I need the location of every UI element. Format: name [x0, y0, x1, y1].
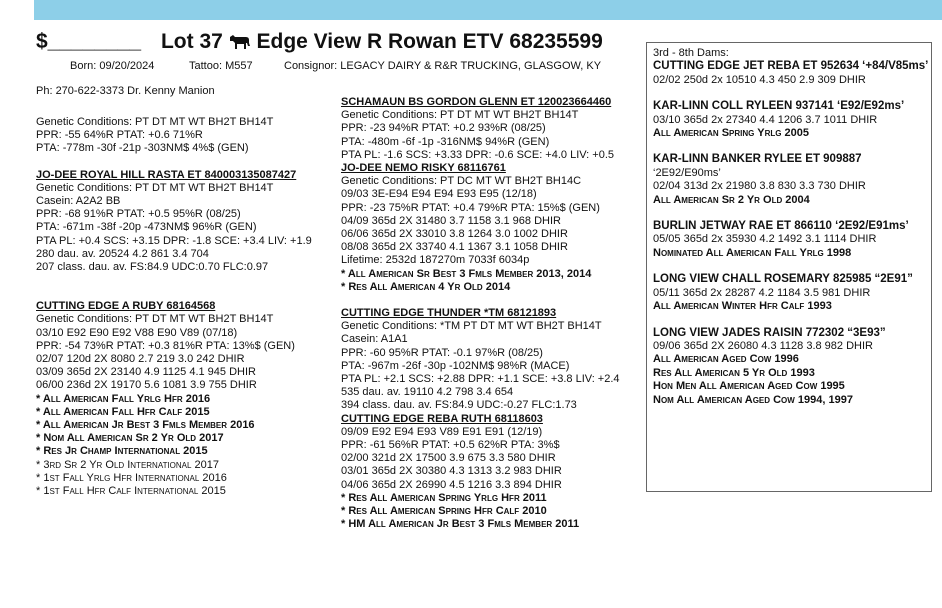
pedigree-line: Genetic Conditions: *TM PT DT MT WT BH2T BH14T: [341, 320, 602, 333]
pedigree-heading: BURLIN JETWAY RAE ET 866110 ‘2E92/E91ms’: [653, 220, 909, 233]
pedigree-line: PTA: -778m -30f -21p -303NM$ 4%$ (GEN): [36, 142, 249, 155]
pedigree-line: 09/06 365d 2X 26080 4.3 1128 3.8 982 DHIR: [653, 339, 873, 352]
pedigree-line: 02/07 120d 2X 8080 2.7 219 3.0 242 DHIR: [36, 353, 245, 366]
award-line: Nominated All American Fall Yrlg 1998: [653, 246, 852, 259]
pedigree-line: 06/06 365d 2X 33010 3.8 1264 3.0 1002 DHIR: [341, 228, 568, 241]
lot-number: Lot 37: [160, 30, 223, 53]
pedigree-line: [36, 287, 312, 300]
pedigree-line: [653, 260, 925, 273]
animal-name: Edge View R Rowan ETV: [256, 30, 504, 53]
pedigree-line: 03/10 E92 E90 E92 V88 E90 V89 (07/18): [36, 326, 238, 339]
pedigree-line: PTA: -671m -38f -20p -473NM$ 96%R (GEN): [36, 221, 257, 234]
pedigree-heading: KAR-LINN BANKER RYLEE ET 909887: [653, 153, 862, 166]
pedigree-line: 05/05 365d 2x 35930 4.2 1492 3.1 1114 DHIR: [653, 233, 877, 246]
pedigree-line: 08/08 365d 2X 33740 4.1 1367 3.1 1058 DHIR: [341, 241, 568, 254]
pedigree-heading: SCHAMAUN BS GORDON GLENN ET 120023664460: [341, 96, 612, 108]
cow-icon: [229, 32, 251, 56]
consignor: Consignor: LEGACY DAIRY & R&R TRUCKING, GLASGOW, KY: [284, 60, 602, 72]
award-line: * Res All American Spring Hfr Calf 2010: [341, 505, 547, 518]
pedigree-line: 09/09 E92 E94 E93 V89 E91 E91 (12/19): [341, 425, 543, 438]
pedigree-line: 05/11 365d 2x 28287 4.2 1184 3.5 981 DHIR: [653, 286, 871, 299]
pedigree-line: Casein: A1A1: [341, 333, 408, 346]
award-line: * All American Fall Hfr Calf 2015: [36, 405, 210, 418]
pedigree-line: PPR: -68 91%R PTAT: +0.5 95%R (08/25): [36, 208, 241, 221]
pedigree-line: 02/02 250d 2x 10510 4.3 450 2.9 309 DHIR: [653, 73, 866, 86]
pedigree-line: [653, 87, 925, 100]
pedigree-line: PTA: -967m -26f -30p -102NM$ 98%R (MACE): [341, 359, 570, 372]
pedigree-line: 394 class. dau. av. FS:84.9 UDC:-0.27 FLC:1.73: [341, 399, 577, 412]
lot-title: [36, 30, 603, 56]
award-line: * HM All American Jr Best 3 Fmls Member 2011: [341, 518, 580, 531]
pedigree-heading: CUTTING EDGE JET REBA ET 952634 ‘+84/V85ms’: [653, 60, 929, 73]
pedigree-line: [36, 156, 312, 169]
sire-dam-column: [36, 103, 312, 498]
pedigree-line: [653, 140, 925, 153]
pedigree-heading: JO-DEE ROYAL HILL RASTA ET 840003135087427: [36, 168, 297, 181]
award-line: * All American Jr Best 3 Fmls Member 2016: [36, 419, 255, 432]
award-line: * All American Fall Yrlg Hfr 2016: [36, 392, 211, 405]
pedigree-line: 03/01 365d 2X 30380 4.3 1313 3.2 983 DHIR: [341, 465, 562, 478]
award-line: All American Spring Yrlg 2005: [653, 127, 809, 140]
pedigree-line: 06/00 236d 2X 19170 5.6 1081 3.9 755 DHIR: [36, 379, 257, 392]
pedigree-line: 535 dau. av. 19110 4.2 798 3.4 654: [341, 386, 514, 399]
pedigree-heading: CUTTING EDGE A RUBY 68164568: [36, 300, 216, 313]
dams-box: [646, 42, 932, 492]
pedigree-line: PTA PL: +0.4 SCS: +3.15 DPR: -1.8 SCE: +3.4 LIV: +1.9: [36, 234, 312, 247]
pedigree-heading: LONG VIEW JADES RAISIN 772302 “3E93”: [653, 326, 886, 339]
pedigree-line: [36, 103, 312, 116]
grandparents-column: [341, 96, 620, 532]
pedigree-line: Genetic Conditions: PT DT MT WT BH2T BH14T: [341, 109, 579, 122]
born-date: Born: 09/20/2024: [70, 60, 155, 72]
pedigree-line: Genetic Conditions: PT DC MT WT BH2T BH14C: [341, 175, 582, 188]
award-line: Res All American 5 Yr Old 1993: [653, 366, 815, 379]
pedigree-line: Genetic Conditions: PT DT MT WT BH2T BH14T: [36, 116, 274, 128]
award-line: * 1st Fall Hfr Calf International 2015: [36, 485, 226, 498]
pedigree-line: 09/03 3E-E94 E94 E94 E93 E95 (12/18): [341, 188, 537, 201]
pedigree-line: 02/00 321d 2X 17500 3.9 675 3.3 580 DHIR: [341, 452, 556, 465]
pedigree-line: PPR: -23 75%R PTAT: +0.4 79%R PTA: 15%$ (GEN): [341, 201, 600, 214]
award-line: Nom All American Aged Cow 1994, 1997: [653, 393, 853, 406]
award-line: All American Aged Cow 1996: [653, 353, 799, 366]
top-banner: [34, 0, 942, 20]
pedigree-line: 03/10 365d 2x 27340 4.4 1206 3.7 1011 DHIR: [653, 113, 878, 126]
pedigree-line: Genetic Conditions: PT DT MT WT BH2T BH14T: [36, 181, 274, 194]
award-line: All American Sr 2 Yr Old 2004: [653, 193, 810, 206]
pedigree-line: [653, 207, 925, 220]
pedigree-line: 207 class. dau. av. FS:84.9 UDC:0.70 FLC:0.97: [36, 261, 269, 274]
pedigree-line: PPR: -61 56%R PTAT: +0.5 62%R PTA: 3%$: [341, 439, 560, 452]
award-line: * Res All American 4 Yr Old 2014: [341, 280, 511, 293]
pedigree-line: 04/09 365d 2X 31480 3.7 1158 3.1 968 DHIR: [341, 214, 561, 227]
pedigree-heading: KAR-LINN COLL RYLEEN 937141 ‘E92/E92ms’: [653, 100, 905, 113]
award-line: * Res Jr Champ International 2015: [36, 445, 208, 458]
pedigree-line: [36, 274, 312, 287]
pedigree-line: PPR: -54 73%R PTAT: +0.3 81%R PTA: 13%$ (GEN): [36, 339, 295, 352]
pedigree-line: [341, 294, 620, 307]
pedigree-heading: LONG VIEW CHALL ROSEMARY 825985 “2E91”: [653, 273, 913, 286]
award-line: * 3rd Sr 2 Yr Old International 2017: [36, 458, 219, 471]
pedigree-line: PTA PL: -1.6 SCS: +3.33 DPR: -0.6 SCE: +4.0 LIV: +0.5: [341, 148, 615, 161]
pedigree-line: Genetic Conditions: PT DT MT WT BH2T BH14T: [36, 313, 274, 326]
pedigree-heading: CUTTING EDGE THUNDER *TM 68121893: [341, 307, 557, 320]
registration-number: 68235599: [509, 30, 603, 53]
pedigree-heading: JO-DEE NEMO RISKY 68116761: [341, 162, 506, 175]
price-blank: $________: [36, 30, 142, 53]
pedigree-line: PTA PL: +2.1 SCS: +2.88 DPR: +1.1 SCE: +3.8 LIV: +2.4: [341, 373, 620, 386]
award-line: * 1st Fall Yrlg Hfr International 2016: [36, 471, 227, 484]
award-line: * Nom All American Sr 2 Yr Old 2017: [36, 432, 224, 445]
pedigree-line: PTA: -480m -6f -1p -316NM$ 94%R (GEN): [341, 135, 550, 148]
pedigree-line: PPR: -60 95%R PTAT: -0.1 97%R (08/25): [341, 346, 543, 359]
award-line: * All American Sr Best 3 Fmls Member 2013, 2014: [341, 267, 592, 280]
award-line: All American Winter Hfr Calf 1993: [653, 300, 832, 313]
pedigree-line: [653, 314, 925, 327]
pedigree-line: Lifetime: 2532d 187270m 7033f 6034p: [341, 254, 530, 267]
pedigree-line: 3rd - 8th Dams:: [653, 47, 729, 59]
award-line: Hon Men All American Aged Cow 1995: [653, 380, 845, 393]
tattoo: Tattoo: M557: [189, 60, 253, 72]
phone-contact: Ph: 270-622-3373 Dr. Kenny Manion: [36, 85, 215, 97]
pedigree-line: ‘2E92/E90ms’: [653, 166, 721, 179]
pedigree-heading: CUTTING EDGE REBA RUTH 68118603: [341, 412, 543, 425]
pedigree-line: 03/09 365d 2X 23140 4.9 1125 4.1 945 DHIR: [36, 366, 256, 379]
award-line: * Res All American Spring Yrlg Hfr 2011: [341, 491, 547, 504]
pedigree-line: Casein: A2A2 BB: [36, 195, 121, 208]
pedigree-line: PPR: -23 94%R PTAT: +0.2 93%R (08/25): [341, 122, 546, 135]
pedigree-line: 04/06 365d 2X 26990 4.5 1216 3.3 894 DHIR: [341, 478, 562, 491]
pedigree-line: 280 dau. av. 20524 4.2 861 3.4 704: [36, 247, 209, 260]
pedigree-line: 02/04 313d 2x 21980 3.8 830 3.3 730 DHIR: [653, 180, 866, 193]
pedigree-line: PPR: -55 64%R PTAT: +0.6 71%R: [36, 129, 203, 142]
